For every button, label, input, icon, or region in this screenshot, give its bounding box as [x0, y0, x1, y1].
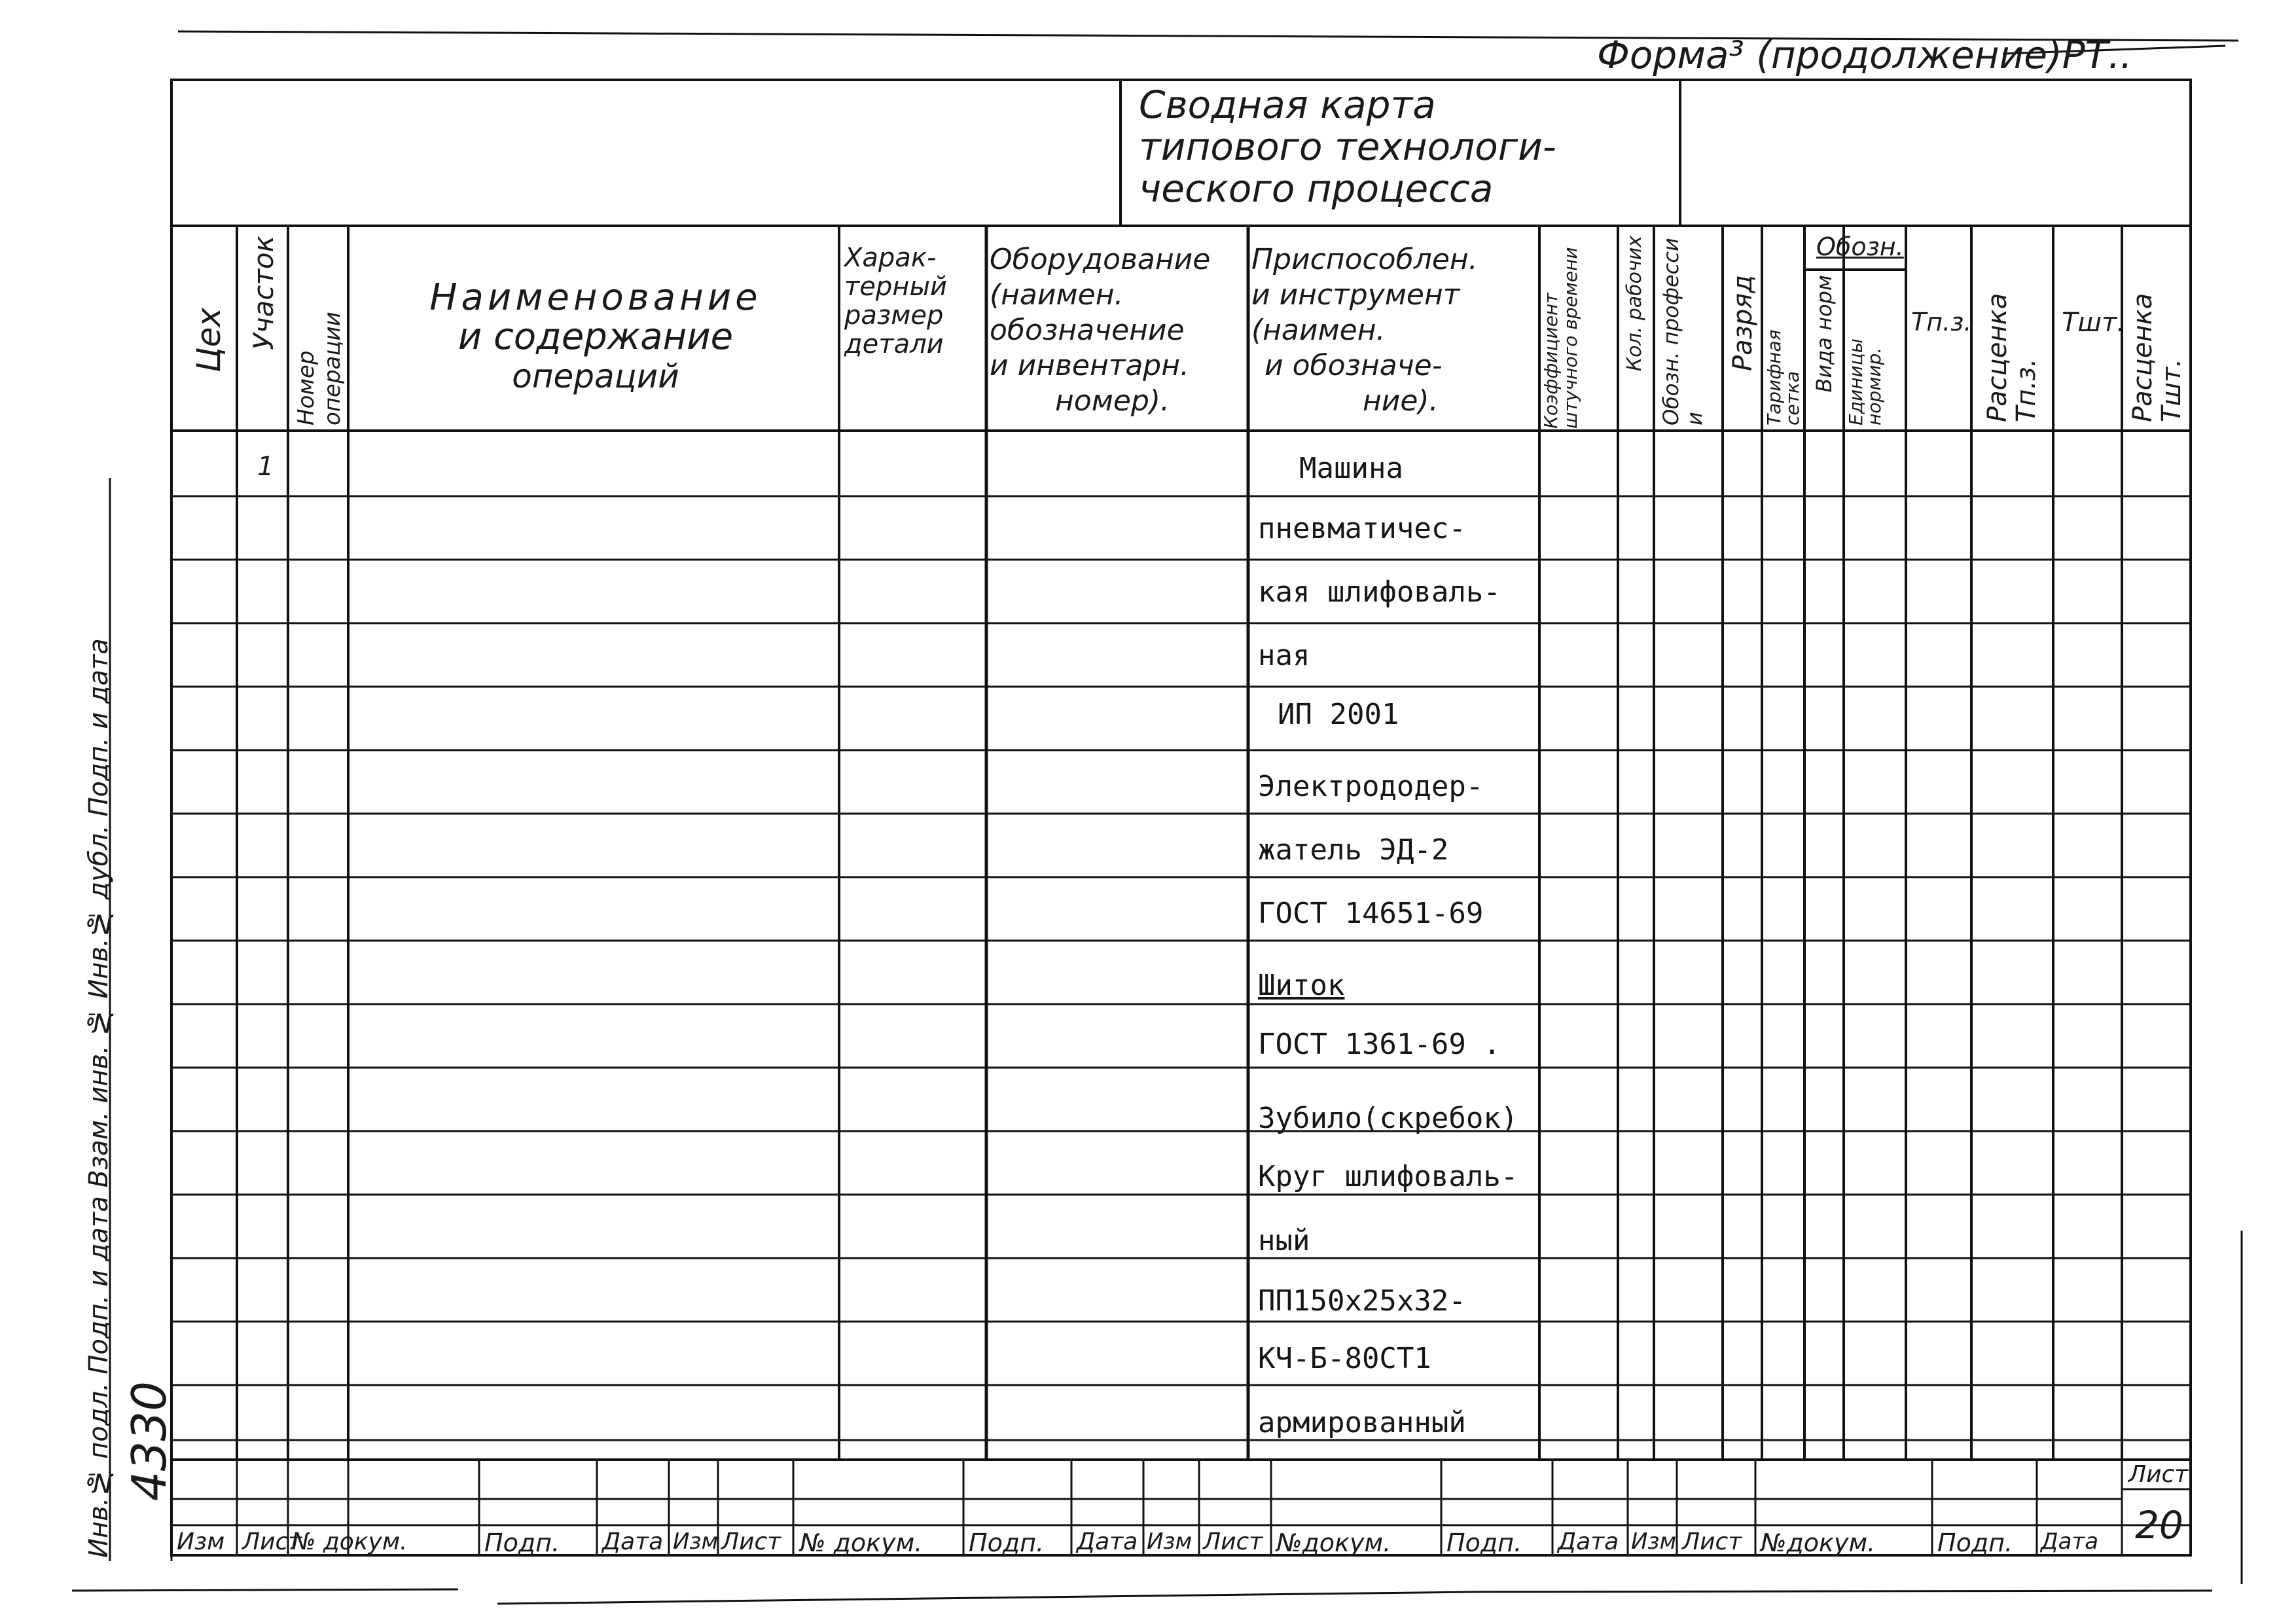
col-header-norm-units: Единицы нормир. — [1845, 338, 1885, 425]
footer-label-change: Изм — [177, 1528, 225, 1555]
fixtures-row-14: ПП150х25х32- — [1258, 1284, 1466, 1318]
col-header-fixtures-line-1: Приспособлен. — [1251, 243, 1478, 276]
fixtures-row-9: Шиток — [1258, 969, 1345, 1002]
col-header-rate-tsht: Расценка Тшт. — [2128, 293, 2187, 422]
col-header-tsht: Тшт. — [2062, 308, 2126, 338]
inventory-number: 4330 — [122, 1381, 177, 1502]
col-header-fixtures-line-4: и обозначе- — [1265, 349, 1443, 382]
fixtures-row-3: кая шлифоваль- — [1258, 575, 1501, 609]
fixtures-row-13: ный — [1258, 1224, 1310, 1257]
col-header-equipment-line-3: обозначение — [990, 314, 1185, 347]
col-header-designation-group: Обозн. — [1816, 232, 1904, 261]
col-header-operation-name-line-3: операций — [512, 357, 679, 395]
col-header-fixtures — [1251, 242, 1478, 419]
footer-label-change-2: Изм — [673, 1528, 719, 1555]
footer-label-doc-number-4: №докум. — [1761, 1528, 1876, 1557]
col-header-equipment — [990, 242, 1210, 419]
card-title-line-2: типового технологи- — [1139, 124, 1556, 169]
col-header-part-size-line-3: размер — [844, 300, 944, 331]
col-header-shop: Цех — [190, 308, 228, 373]
col-header-tariff-net: Тарифная сетка — [1763, 329, 1803, 425]
col-header-operation-name-line-1: Наименование — [429, 276, 762, 319]
fixtures-row-7: жатель ЭД-2 — [1258, 833, 1449, 867]
footer-label-sheet-2: Лист — [721, 1528, 781, 1555]
fixtures-row-10: ГОСТ 1361-69 . — [1258, 1028, 1501, 1061]
col-header-part-size-line-1: Харак- — [844, 243, 937, 273]
footer-label-date-3: Дата — [1558, 1528, 1619, 1555]
fixtures-row-4: ная — [1258, 639, 1310, 672]
col-header-operation-name — [393, 278, 798, 396]
col-header-section: Участок — [247, 236, 279, 350]
col-header-part-size-line-4: детали — [844, 329, 944, 359]
col-header-grade: Разряд — [1728, 275, 1758, 372]
col-header-operation-number: Номер операции — [293, 312, 346, 425]
col-header-part-size-line-2: терный — [844, 272, 948, 302]
card-title — [1139, 84, 1556, 209]
footer-label-sheet-4: Лист — [1682, 1528, 1742, 1555]
footer-label-sheet: Лист — [242, 1528, 302, 1555]
footer-label-date-2: Дата — [1077, 1528, 1138, 1555]
col-header-equipment-line-2: (наимен. — [990, 278, 1124, 312]
footer-label-date: Дата — [602, 1528, 664, 1555]
footer-label-signature-2: Подп. — [969, 1528, 1045, 1557]
fixtures-row-15: КЧ-Б-80СТ1 — [1258, 1342, 1431, 1375]
col-header-fixtures-line-5: ние). — [1363, 384, 1439, 418]
footer-label-change-4: Изм — [1631, 1528, 1677, 1555]
col-header-operation-name-line-2: и содержание — [457, 316, 734, 358]
sheet-label: Лист — [2128, 1461, 2189, 1488]
fixtures-row-1: Машина — [1299, 452, 1403, 485]
footer-label-doc-number-3: №докум. — [1276, 1528, 1391, 1557]
footer-label-signature-3: Подп. — [1446, 1528, 1522, 1557]
fixtures-row-11: Зубило(скребок) — [1258, 1102, 1518, 1135]
col-header-piece-time-coefficient: Коэффициент штучного времени — [1540, 247, 1581, 429]
col-header-equipment-line-4: и инвентарн. — [990, 349, 1189, 382]
footer-label-doc-number: № докум. — [291, 1528, 408, 1555]
col-header-rate-tpz: Расценка Тп.з. — [1982, 293, 2041, 422]
col-header-work-type: Вида норм — [1812, 275, 1837, 393]
fixtures-row-5: ИП 2001 — [1278, 698, 1399, 731]
col-header-fixtures-line-3: (наимен. — [1251, 314, 1386, 347]
section-mark: 1 — [257, 452, 274, 482]
col-header-part-size — [844, 244, 947, 359]
sheet-number: 20 — [2135, 1503, 2183, 1547]
fixtures-row-2: пневматичес- — [1258, 512, 1466, 545]
col-header-profession-code: Обозн. професси и — [1659, 238, 1707, 425]
col-header-equipment-line-5: номер). — [1055, 384, 1170, 418]
card-title-line-3: ческого процесса — [1139, 166, 1494, 211]
fixtures-row-6: Электрододер- — [1258, 770, 1484, 803]
footer-label-doc-number-2: № докум. — [800, 1528, 923, 1557]
fixtures-row-16: армированный — [1258, 1406, 1466, 1439]
col-header-workers-count: Кол. рабочих — [1623, 236, 1646, 372]
fixtures-row-12: Круг шлифоваль- — [1258, 1160, 1518, 1193]
col-header-equipment-line-1: Оборудование — [990, 243, 1211, 276]
card-title-line-1: Сводная карта — [1139, 82, 1436, 127]
form-label: Форма³ (продолжение)РТ.. — [1597, 33, 2132, 77]
footer-label-change-3: Изм — [1147, 1528, 1193, 1555]
footer-label-signature: Подп. — [484, 1528, 560, 1557]
col-header-tpz: Тп.з. — [1911, 308, 1972, 336]
footer-label-sheet-3: Лист — [1203, 1528, 1263, 1555]
side-stamp: Инв.№ подл. Подп. и дата Взам. инв. № Инв.№ дубл. Подп. и дата — [84, 638, 114, 1558]
fixtures-row-8: ГОСТ 14651-69 — [1258, 897, 1484, 930]
footer-label-date-4: Дата — [2041, 1528, 2099, 1555]
col-header-fixtures-line-2: и инструмент — [1251, 278, 1460, 312]
footer-label-signature-4: Подп. — [1937, 1528, 2013, 1557]
